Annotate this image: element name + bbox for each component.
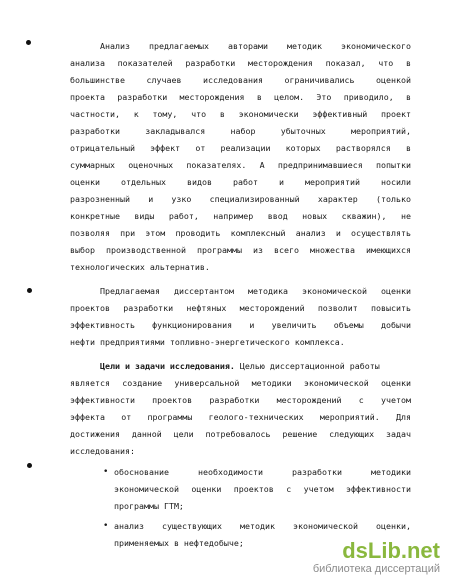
bullet-icon: • bbox=[103, 521, 109, 531]
text-line: анализа показателей разработки месторождения показал, что в bbox=[70, 58, 411, 68]
text-line: достижения данной цели потребовалось решение следующих задач bbox=[70, 429, 411, 439]
text-line: экономической оценки проектов с учетом эффективности bbox=[114, 484, 411, 494]
text-line: программы ГТМ; bbox=[114, 501, 184, 511]
section-heading: Цели и задачи исследования. bbox=[100, 361, 235, 371]
text-span: Целью диссертационной работы bbox=[234, 361, 380, 371]
text-line: большинстве случаев исследования ограничивались оценкой bbox=[70, 75, 411, 85]
text-line: эффективности проектов разработки месторождений с учетом bbox=[70, 395, 411, 405]
text-line: исследования: bbox=[70, 446, 135, 456]
text-line: эффективность функционирования и увеличить объемы добычи bbox=[70, 320, 411, 330]
text-line: отрицательный эффект от реализации которых растворялся в bbox=[70, 143, 411, 153]
text-line: частности, к тому, что в экономически эффективный проект bbox=[70, 109, 411, 119]
text-line bbox=[100, 359, 411, 374]
bullet-icon: • bbox=[103, 467, 109, 477]
binding-hole-mark bbox=[27, 288, 32, 293]
binding-hole-mark bbox=[26, 40, 31, 45]
watermark-subtitle: библиотека диссертаций bbox=[312, 563, 440, 575]
text-line: анализ существующих методик экономической оценки, bbox=[114, 521, 411, 531]
text-line: нефти предприятиями топливно-энергетического комплекса. bbox=[70, 337, 345, 347]
text-line: разрозненный и узко специализированный характер (только bbox=[70, 194, 411, 204]
text-line: суммарных оценочных показателях. А предпринимавшиеся попытки bbox=[70, 160, 411, 170]
text-line: оценки отдельных видов работ и мероприятий носили bbox=[70, 177, 411, 187]
text-line: проектов разработки нефтяных месторождений позволит повысить bbox=[70, 303, 411, 313]
text-line: конкретные виды работ, например ввод новых скважин), не bbox=[70, 211, 411, 221]
text-line: Предлагаемая диссертантом методика экономической оценки bbox=[100, 286, 411, 296]
text-line: позволяя при этом проводить комплексный анализ и осуществлять bbox=[70, 228, 411, 238]
text-line: является создание универсальной методики экономической оценки bbox=[70, 378, 411, 388]
text-line: эффекта от программы геолого-технических мероприятий. Для bbox=[70, 412, 411, 422]
binding-hole-mark bbox=[27, 463, 32, 468]
watermark bbox=[313, 540, 440, 576]
text-line: выбор производственной программы из всего множества имеющихся bbox=[70, 245, 411, 255]
text-line: разработки закладывался набор убыточных мероприятий, bbox=[70, 126, 411, 136]
watermark-logo: dsLib.net bbox=[342, 538, 440, 563]
text-line: Анализ предлагаемых авторами методик экономического bbox=[100, 41, 411, 51]
text-line: применяемых в нефтедобыче; bbox=[114, 538, 244, 548]
text-line: обоснование необходимости разработки методики bbox=[114, 467, 411, 477]
text-line: технологических альтернатив. bbox=[70, 262, 210, 272]
text-line: проекта разработки месторождения в целом. Это приводило, в bbox=[70, 92, 411, 102]
